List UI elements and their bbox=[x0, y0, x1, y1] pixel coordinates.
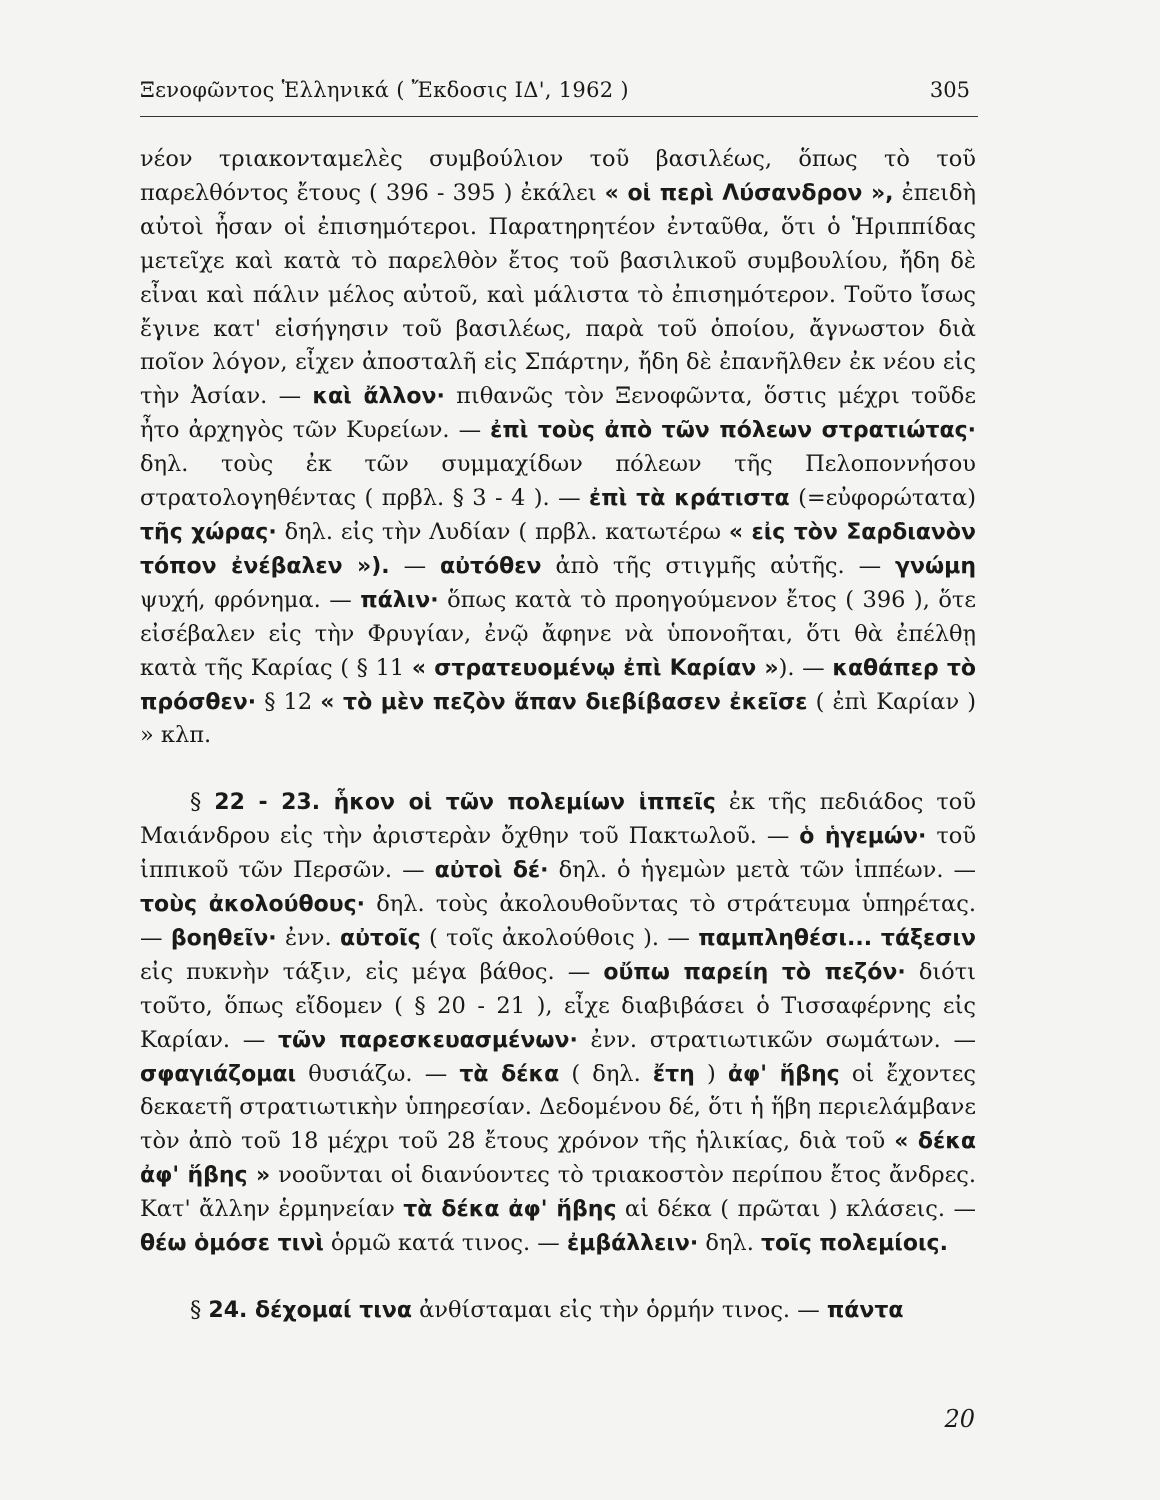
commentary-text: δηλ. εἰς τὴν Λυδίαν ( πρβλ. κατωτέρω bbox=[276, 518, 729, 545]
lemma: αὐτοῖς bbox=[339, 925, 421, 951]
commentary-text: ἐπειδὴ αὐτοὶ ἦσαν οἱ ἐπισημότεροι. Παρατηρητέον ἐνταῦθα, ὅτι ὁ Ἡριππίδας μετεῖχε καὶ κατὰ τὸ παρελθὸν ἔτος τοῦ βασιλικοῦ συμβουλίου, ἤδη δὲ εἶναι καὶ πάλιν μέλος αὐτοῦ, καὶ μάλιστα τὸ ἐπισημότερον. Τοῦτο ἴσως ἔγινε κατ' εἰσήγησιν τοῦ βασιλέως, παρὰ τοῦ ὁποίου, ἄγνωστον διὰ ποῖον λόγον, εἶχεν ἀποσταλῆ εἰς Σπάρτην, ἤδη δὲ ἐπανῆλθεν ἐκ νέου εἰς τὴν Ἀσίαν. — bbox=[140, 179, 976, 410]
commentary-text: ἀπὸ τῆς στιγμῆς αὐτῆς. — bbox=[541, 552, 896, 579]
lemma: γνώμη bbox=[895, 553, 976, 579]
commentary-text: (=εὐφορώτατα) bbox=[789, 485, 976, 512]
commentary-text: — bbox=[389, 552, 441, 579]
commentary-text: ψυχή, φρόνημα. — bbox=[140, 586, 361, 613]
lemma: καὶ ἄλλον· bbox=[312, 384, 445, 410]
lemma: « στρατευομένῳ ἐπὶ Καρίαν » bbox=[411, 655, 779, 681]
commentary-text: ἐνν. bbox=[276, 924, 340, 951]
commentary-text: τοῦ ἱππικοῦ τῶν Περσῶν. — bbox=[140, 823, 976, 884]
commentary-text: αἱ δέκα ( πρῶται ) κλάσεις. — bbox=[616, 1196, 976, 1223]
lemma: ὁ ἡγεμών· bbox=[799, 824, 927, 850]
lemma: οὔπω παρείη τὸ πεζόν· bbox=[603, 959, 906, 985]
lemma: πάλιν· bbox=[360, 587, 439, 613]
running-header bbox=[140, 70, 978, 117]
commentary-text: ἐκ τῆς πεδιάδος τοῦ Μαιάνδρου εἰς τὴν ἀριστερὰν ὄχθην τοῦ Πακτωλοῦ. — bbox=[140, 789, 976, 850]
lemma: ἀφ' ἥβης bbox=[727, 1061, 840, 1087]
lemma: σφαγιάζομαι bbox=[140, 1061, 297, 1087]
commentary-text: § bbox=[190, 1297, 209, 1323]
commentary-text: νέον τριακονταμελὲς συμβούλιον τοῦ βασιλέως, ὅπως τὸ τοῦ παρελθόντος ἔτους ( 396 - 395 ) ἐκάλει bbox=[140, 146, 976, 206]
commentary-text: ( ἐπὶ Καρίαν ) » κλπ. bbox=[140, 688, 976, 749]
lemma: ἐπὶ τὰ κράτιστα bbox=[589, 486, 790, 512]
commentary-text: ( δηλ. bbox=[559, 1060, 653, 1087]
lemma: τῆς χώρας· bbox=[140, 519, 277, 545]
paragraph bbox=[140, 1294, 976, 1328]
lemma: ἔτη bbox=[652, 1061, 695, 1087]
lemma: τῶν παρεσκευασμένων· bbox=[277, 1027, 578, 1053]
signature-mark: 20 bbox=[944, 1405, 975, 1433]
lemma: « δέκα ἀφ' ἥβης » bbox=[140, 1129, 976, 1189]
lemma: « οἱ περὶ Λύσανδρον », bbox=[604, 180, 894, 206]
page-body bbox=[140, 143, 976, 1328]
commentary-text: ἀνθίσταμαι εἰς τὴν ὁρμήν τινος. — bbox=[411, 1297, 827, 1323]
lemma: καθάπερ τὸ πρόσθεν· bbox=[140, 655, 976, 715]
commentary-text: ἐνν. στρατιωτικῶν σωμάτων. — bbox=[577, 1026, 976, 1053]
commentary-text: § 12 bbox=[256, 688, 321, 715]
commentary-text: πιθανῶς τὸν Ξενοφῶντα, ὅστις μέχρι τοῦδε ἦτο ἀρχηγὸς τῶν Κυρείων. — bbox=[140, 383, 976, 444]
commentary-text: § bbox=[190, 789, 215, 816]
commentary-text: ) bbox=[694, 1060, 728, 1087]
commentary-text: δηλ. τοὺς ἐκ τῶν συμμαχίδων πόλεων τῆς Πελοποννήσου στρατολογηθέντας ( πρβλ. § 3 - 4 ). — bbox=[140, 451, 976, 512]
commentary-text: θυσιάζω. — bbox=[296, 1060, 460, 1087]
lemma: « εἰς τὸν Σαρδιανὸν τόπον ἐνέβαλεν »). bbox=[140, 519, 977, 579]
commentary-text: δηλ. bbox=[698, 1230, 761, 1257]
header-title: Ξενοφῶντος Ἑλληνικά ( Ἔκδοσις ΙΔ', 1962 ) bbox=[140, 78, 629, 102]
commentary-text: ( τοῖς ἀκολούθοις ). — bbox=[420, 924, 699, 951]
commentary-text: εἰς πυκνὴν τάξιν, εἰς μέγα βάθος. — bbox=[140, 958, 604, 985]
paragraph bbox=[140, 143, 976, 753]
lemma: 22 - 23. ἧκον οἱ τῶν πολεμίων ἱππεῖς bbox=[214, 790, 716, 816]
lemma: ἐμβάλλειν· bbox=[566, 1231, 699, 1257]
commentary-text: ὁρμῶ κατά τινος. — bbox=[323, 1230, 567, 1257]
lemma: 24. δέχομαί τινα bbox=[208, 1298, 412, 1323]
commentary-text: ). — bbox=[778, 654, 833, 681]
lemma: τοῖς πολεμίοις. bbox=[761, 1231, 948, 1257]
lemma: « τὸ μὲν πεζὸν ἅπαν διεβίβασεν ἐκεῖσε bbox=[320, 689, 808, 715]
lemma: πάντα bbox=[826, 1298, 904, 1323]
lemma: παμπληθέσι... τάξεσιν bbox=[698, 925, 976, 951]
lemma: τοὺς ἀκολούθους· bbox=[140, 892, 366, 918]
lemma: αὐτόθεν bbox=[440, 553, 542, 579]
paragraph bbox=[140, 786, 976, 1261]
lemma: τὰ δέκα bbox=[459, 1061, 560, 1087]
lemma: βοηθεῖν· bbox=[170, 925, 277, 951]
commentary-text: ὅπως κατὰ τὸ προηγούμενον ἔτος ( 396 ), ὅτε εἰσέβαλεν εἰς τὴν Φρυγίαν, ἐνῷ ἄφηνε νὰ ὑπονοῆται, ὅτι θὰ ἐπέλθῃ κατὰ τῆς Καρίας ( § 11 bbox=[140, 586, 976, 681]
commentary-text: διότι τοῦτο, ὅπως εἴδομεν ( § 20 - 21 ), εἶχε διαβιβάσει ὁ Τισσαφέρνης εἰς Καρίαν. — bbox=[140, 958, 977, 1053]
commentary-text: οἱ ἔχοντες δεκαετῆ στρατιωτικὴν ὑπηρεσίαν. Δεδομένου δέ, ὅτι ἡ ἥβη περιελάμβανε τὸν ἀπὸ τοῦ 18 μέχρι τοῦ 28 ἔτους χρόνον τῆς ἡλικίας, διὰ τοῦ bbox=[140, 1060, 976, 1155]
lemma: αὐτοὶ δέ· bbox=[434, 858, 549, 884]
lemma: τὰ δέκα ἀφ' ἥβης bbox=[403, 1197, 617, 1223]
lemma: θέω ὁμόσε τινὶ bbox=[140, 1231, 324, 1257]
commentary-text: δηλ. τοὺς ἀκολουθοῦντας τὸ στράτευμα ὑπηρέτας. — bbox=[140, 891, 976, 951]
commentary-text: νοοῦνται οἱ διανύοντες τὸ τριακοστὸν περίπου ἔτος ἄνδρες. Κατ' ἄλλην ἑρμηνείαν bbox=[140, 1162, 977, 1223]
commentary-text: δηλ. ὁ ἡγεμὼν μετὰ τῶν ἱππέων. — bbox=[548, 857, 977, 884]
page-number: 305 bbox=[929, 78, 970, 102]
lemma: ἐπὶ τοὺς ἀπὸ τῶν πόλεων στρατιώτας· bbox=[490, 418, 976, 444]
